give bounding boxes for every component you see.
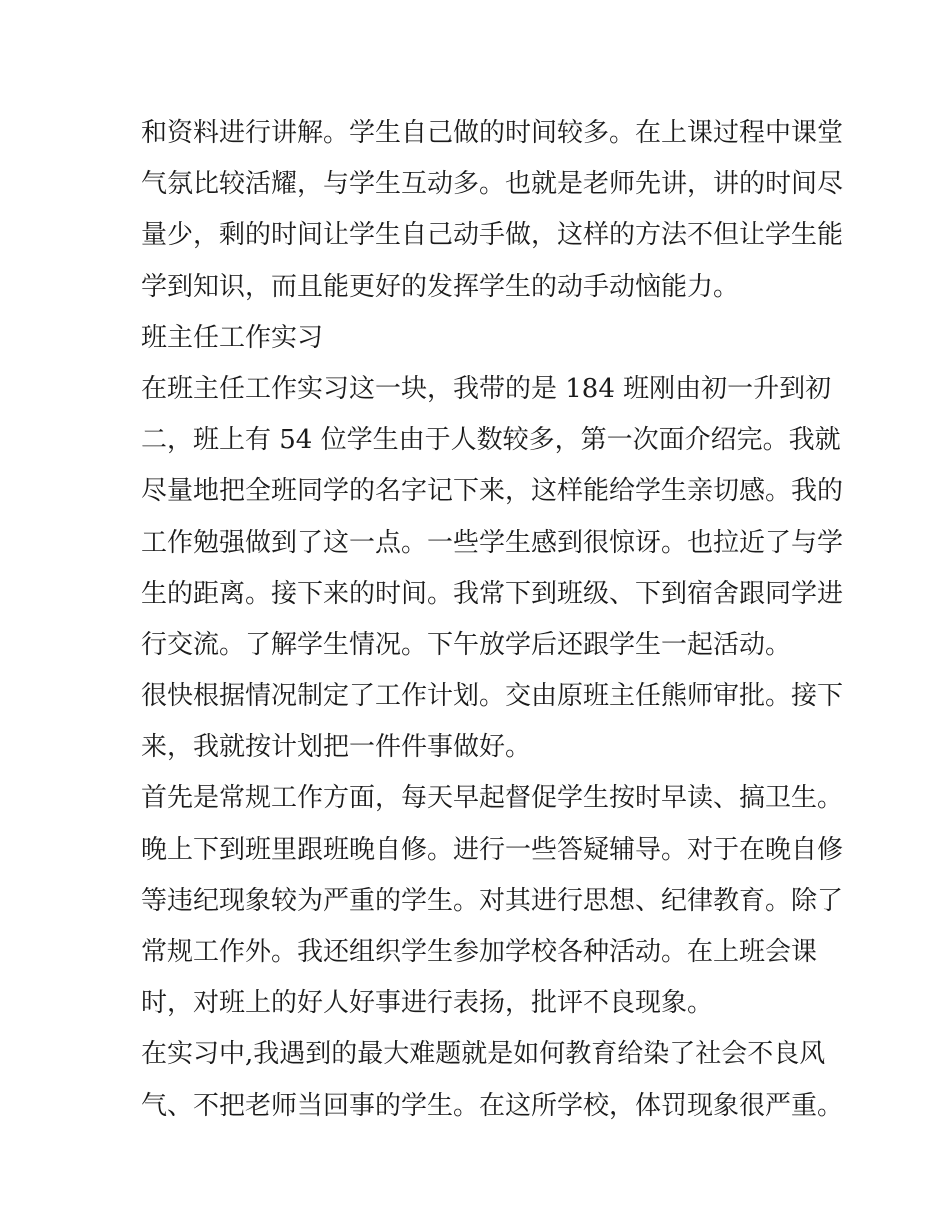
text-line: 工作勉强做到了这一点。一些学生感到很惊讶。也拉近了与学 [141, 527, 844, 558]
document-body [141, 108, 844, 1132]
text-line: 学到知识，而且能更好的发挥学生的动手动恼能力。 [141, 271, 740, 302]
text-line: 气氛比较活耀，与学生互动多。也就是老师先讲，讲的时间尽 [141, 169, 844, 200]
section-heading: 班主任工作实习 [141, 322, 324, 353]
text-line: 在实习中,我遇到的最大难题就是如何教育给染了社会不良风 [141, 1039, 826, 1070]
text-line: 行交流。了解学生情况。下午放学后还跟学生一起活动。 [141, 629, 792, 660]
text-line: 量少，剩的时间让学生自己动手做，这样的方法不但让学生能 [141, 220, 844, 251]
text-line: 晚上下到班里跟班晚自修。进行一些答疑辅导。对于在晚自修 [141, 834, 844, 865]
text-line: 常规工作外。我还组织学生参加学校各种活动。在上班会课 [141, 937, 818, 967]
text-line: 时，对班上的好人好事进行表扬，批评不良现象。 [141, 988, 714, 1019]
text-line: 生的距离。接下来的时间。我常下到班级、下到宿舍跟同学进 [141, 578, 844, 609]
text-line: 和资料进行讲解。学生自己做的时间较多。在上课过程中课堂 [141, 118, 844, 148]
text-line: 尽量地把全班同学的名字记下来，这样能给学生亲切感。我的 [141, 476, 844, 507]
text-line: 二，班上有 54 位学生由于人数较多，第一次面介绍完。我就 [141, 425, 841, 456]
text-line: 来，我就按计划把一件件事做好。 [141, 732, 532, 763]
text-line: 气、不把老师当回事的学生。在这所学校，体罚现象很严重。 [141, 1090, 844, 1121]
text-line: 在班主任工作实习这一块，我带的是 184 班刚由初一升到初 [141, 373, 832, 404]
text-line: 首先是常规工作方面，每天早起督促学生按时早读、搞卫生。 [141, 783, 844, 814]
text-line: 等违纪现象较为严重的学生。对其进行思想、纪律教育。除了 [141, 885, 844, 916]
text-line: 很快根据情况制定了工作计划。交由原班主任熊师审批。接下 [141, 681, 844, 712]
